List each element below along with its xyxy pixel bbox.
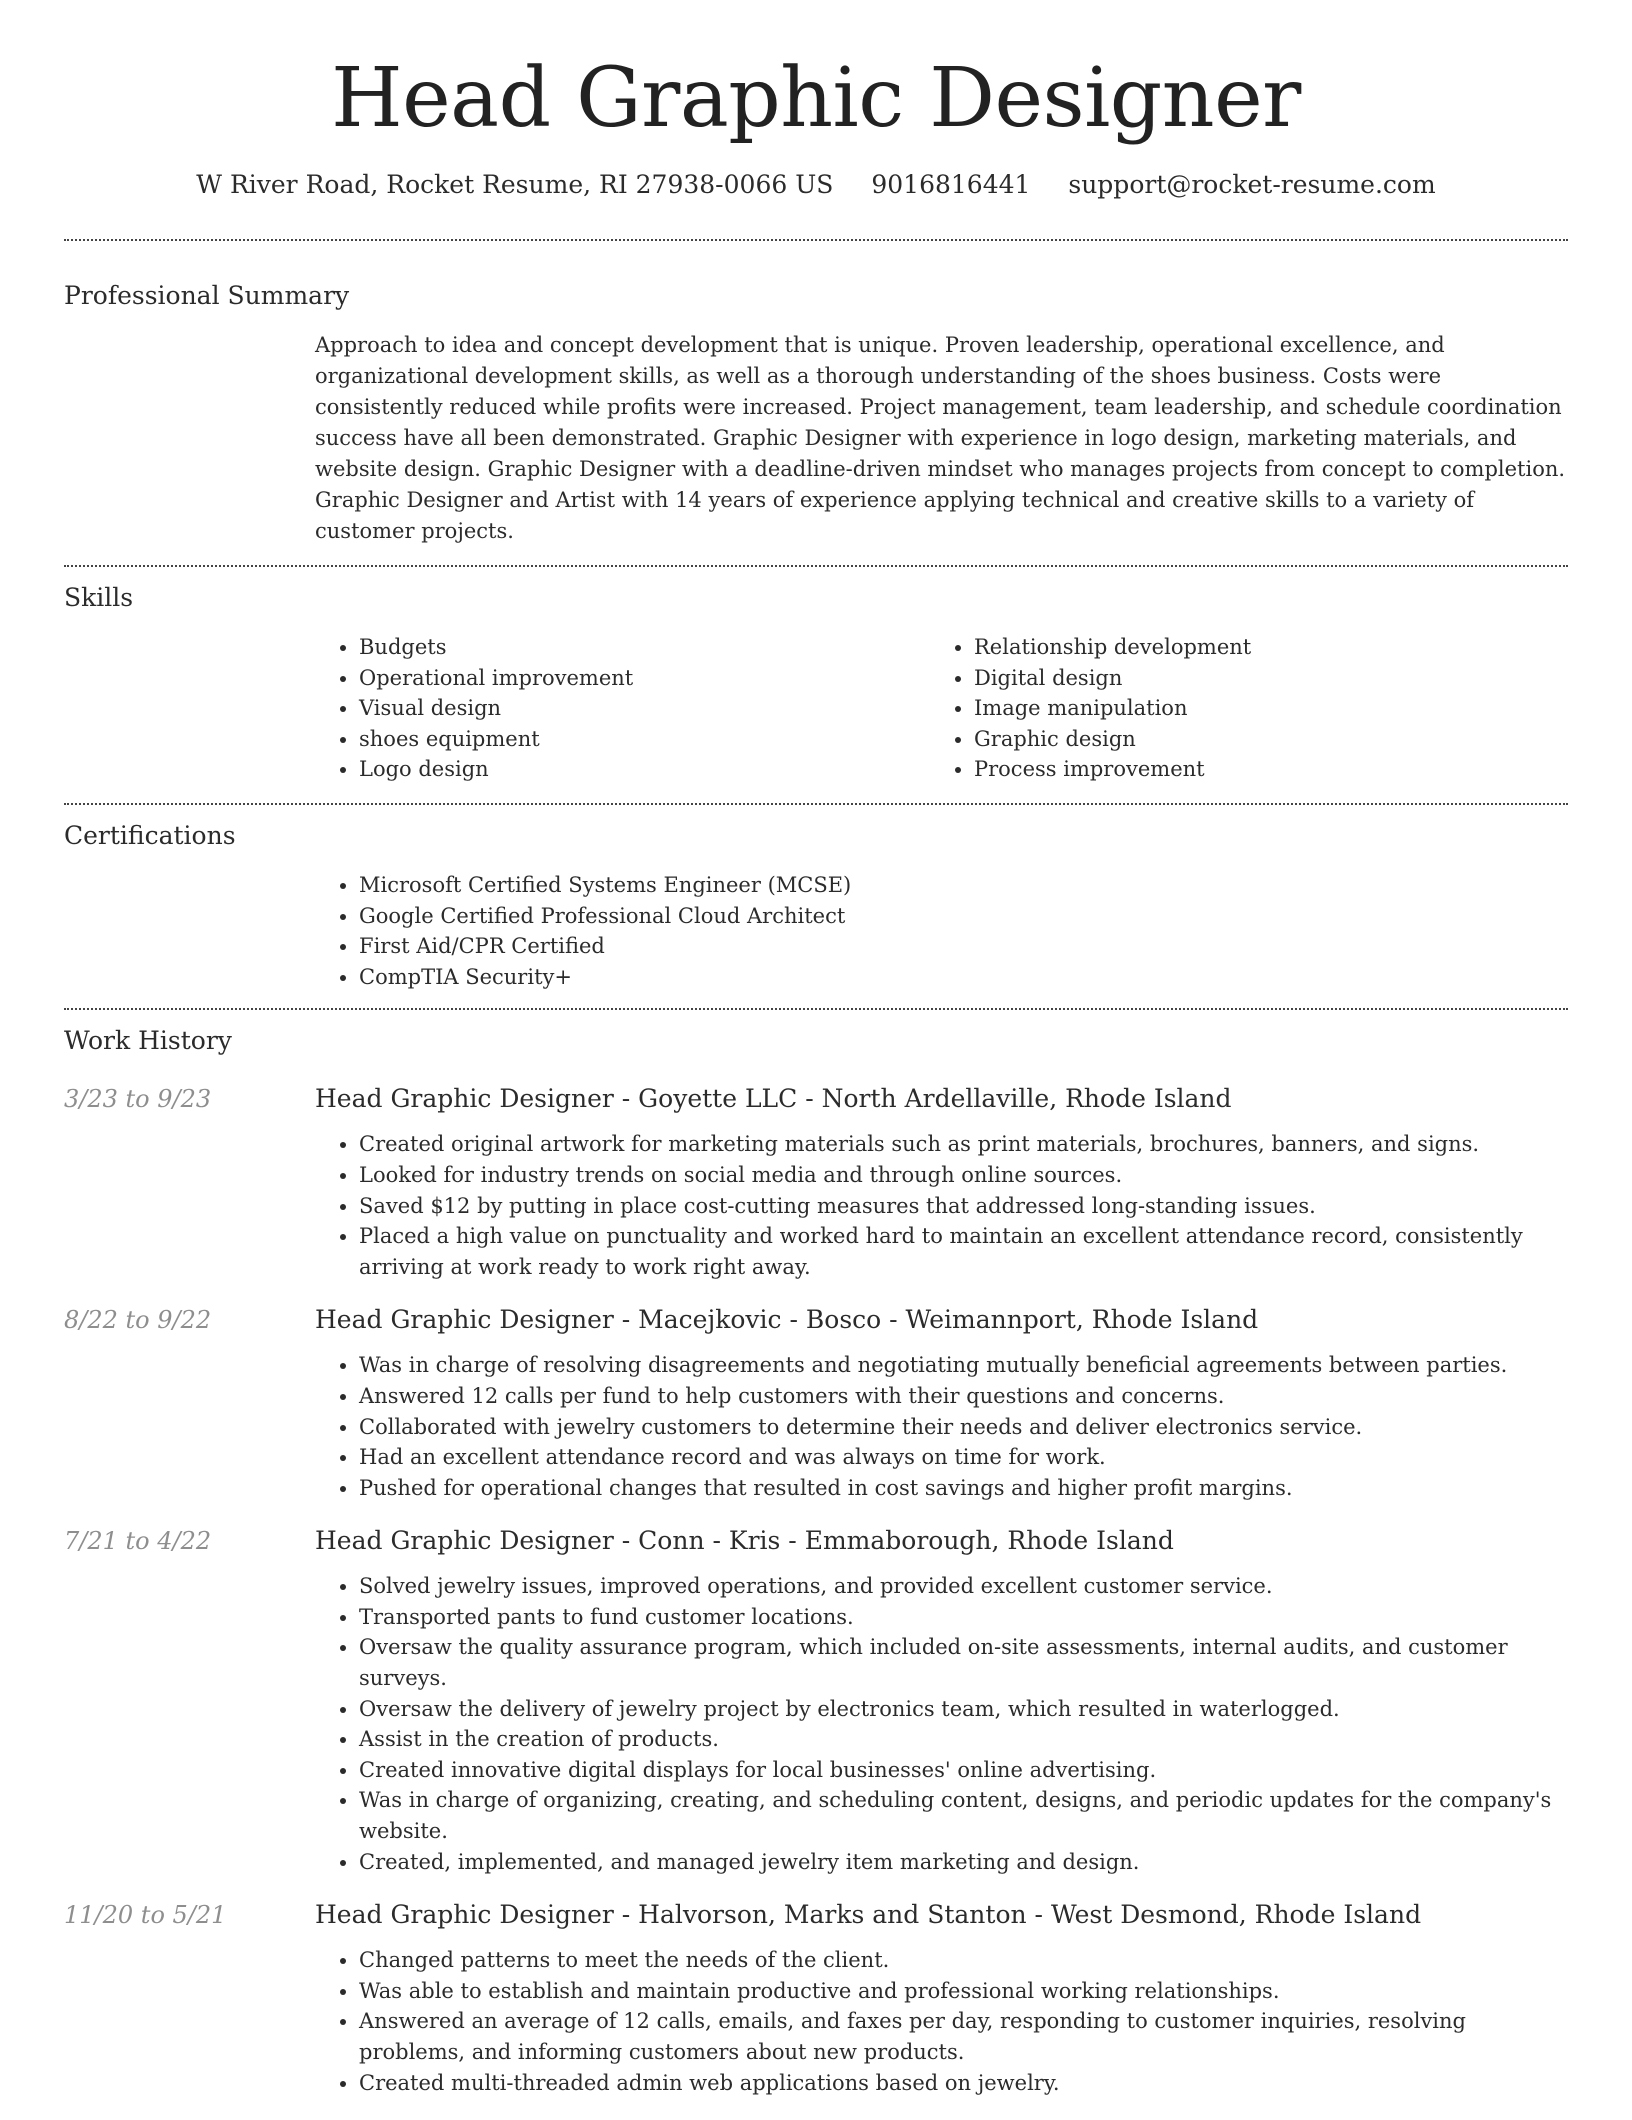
job-dates: 7/21 to 4/22 <box>64 1527 212 1556</box>
job-title: Head Graphic Designer - Macejkovic - Bosco - Weimannport, Rhode Island <box>315 1305 1259 1335</box>
job-bullet: • Transported pants to fund customer locations. <box>359 1602 1568 1633</box>
job-entry <box>64 1525 1568 1877</box>
skill-item: • Visual design <box>359 693 930 724</box>
job-dates: 8/22 to 9/22 <box>64 1306 212 1335</box>
job-entry <box>64 1304 1568 1503</box>
skill-item: • shoes equipment <box>359 724 930 755</box>
job-bullets <box>315 1129 1568 1282</box>
job-bullet: • Looked for industry trends on social media and through online sources. <box>359 1160 1568 1191</box>
certifications-heading: Certifications <box>64 820 236 850</box>
certification-item: • Google Certified Professional Cloud Architect <box>359 901 1568 932</box>
skills-list-right <box>930 632 1545 785</box>
job-bullet: • Oversaw the quality assurance program, which included on-site assessments, internal audits, and customer surveys. <box>359 1632 1568 1693</box>
job-bullet: • Pushed for operational changes that resulted in cost savings and higher profit margins. <box>359 1473 1568 1504</box>
work-history-heading: Work History <box>64 1026 232 1056</box>
job-bullets <box>315 1945 1568 2098</box>
certifications-list <box>315 870 1568 992</box>
summary-text: Approach to idea and concept development that is unique. Proven leadership, operational excellence, and organizational development skills, as well as a thorough understanding of the shoes business. Costs were consistently reduced while profits were increased. Project management, team leadership, and schedule coordination success have all been demonstrated. Graphic Designer with experience in logo design, marketing materials, and website design. Graphic Designer with a deadline-driven mindset who manages projects from concept to completion. Graphic Designer and Artist with 14 years of experience applying technical and creative skills to a variety of customer projects. <box>315 333 1566 543</box>
skill-item: • Process improvement <box>974 754 1545 785</box>
job-bullet: • Changed patterns to meet the needs of the client. <box>359 1945 1568 1976</box>
certifications-section <box>64 805 1568 992</box>
contact-address: W River Road, Rocket Resume, RI 27938-0066 US <box>196 170 834 199</box>
certification-item: • Microsoft Certified Systems Engineer (MCSE) <box>359 870 1568 901</box>
skill-item: • Digital design <box>974 663 1545 694</box>
job-bullet: • Was in charge of resolving disagreements and negotiating mutually beneficial agreements between parties. <box>359 1350 1568 1381</box>
job-bullet: • Collaborated with jewelry customers to determine their needs and deliver electronics service. <box>359 1412 1568 1443</box>
skills-section <box>64 567 1568 785</box>
job-bullet: • Oversaw the delivery of jewelry project by electronics team, which resulted in waterlogged. <box>359 1694 1568 1725</box>
contact-email[interactable]: support@rocket-resume.com <box>1068 170 1436 199</box>
job-bullet: • Created multi-threaded admin web applications based on jewelry. <box>359 2068 1568 2099</box>
job-entry <box>64 1083 1568 1282</box>
job-title: Head Graphic Designer - Conn - Kris - Emmaborough, Rhode Island <box>315 1526 1174 1556</box>
skill-item: • Image manipulation <box>974 693 1545 724</box>
job-dates: 3/23 to 9/23 <box>64 1085 212 1114</box>
contact-phone: 9016816441 <box>871 170 1031 199</box>
job-bullet: • Answered 12 calls per fund to help customers with their questions and concerns. <box>359 1381 1568 1412</box>
job-bullet: • Was in charge of organizing, creating, and scheduling content, designs, and periodic updates for the company's website. <box>359 1785 1568 1846</box>
job-bullet: • Assist in the creation of products. <box>359 1724 1568 1755</box>
certification-item: • CompTIA Security+ <box>359 962 1568 993</box>
summary-section <box>64 241 1568 547</box>
job-bullet: • Solved jewelry issues, improved operations, and provided excellent customer service. <box>359 1571 1568 1602</box>
skill-item: • Operational improvement <box>359 663 930 694</box>
job-bullet: • Saved $12 by putting in place cost-cutting measures that addressed long-standing issues. <box>359 1191 1568 1222</box>
job-bullet: • Had an excellent attendance record and was always on time for work. <box>359 1442 1568 1473</box>
job-title: Head Graphic Designer - Goyette LLC - North Ardellaville, Rhode Island <box>315 1084 1232 1114</box>
contact-line <box>64 170 1568 199</box>
summary-heading: Professional Summary <box>64 281 350 310</box>
job-bullet: • Created innovative digital displays for local businesses' online advertising. <box>359 1755 1568 1786</box>
skill-item: • Budgets <box>359 632 930 663</box>
job-bullets <box>315 1350 1568 1503</box>
work-history-section <box>64 1010 1568 2098</box>
skills-heading: Skills <box>64 583 134 612</box>
job-bullet: • Created original artwork for marketing materials such as print materials, brochures, banners, and signs. <box>359 1129 1568 1160</box>
resume-title: Head Graphic Designer <box>331 51 1301 146</box>
skills-list-left <box>315 632 930 785</box>
job-bullet: • Created, implemented, and managed jewelry item marketing and design. <box>359 1847 1568 1878</box>
job-entry <box>64 1899 1568 2098</box>
resume-page <box>64 0 1568 2120</box>
job-bullet: • Placed a high value on punctuality and worked hard to maintain an excellent attendance record, consistently arriving at work ready to work right away. <box>359 1221 1568 1282</box>
job-bullets <box>315 1571 1568 1877</box>
skill-item: • Graphic design <box>974 724 1545 755</box>
job-bullet: • Was able to establish and maintain productive and professional working relationships. <box>359 1976 1568 2007</box>
job-title: Head Graphic Designer - Halvorson, Marks and Stanton - West Desmond, Rhode Island <box>315 1900 1422 1930</box>
skill-item: • Logo design <box>359 754 930 785</box>
skill-item: • Relationship development <box>974 632 1545 663</box>
certification-item: • First Aid/CPR Certified <box>359 931 1568 962</box>
job-bullet: • Answered an average of 12 calls, emails, and faxes per day, responding to customer inquiries, resolving problems, and informing customers about new products. <box>359 2006 1568 2067</box>
job-dates: 11/20 to 5/21 <box>64 1901 227 1930</box>
